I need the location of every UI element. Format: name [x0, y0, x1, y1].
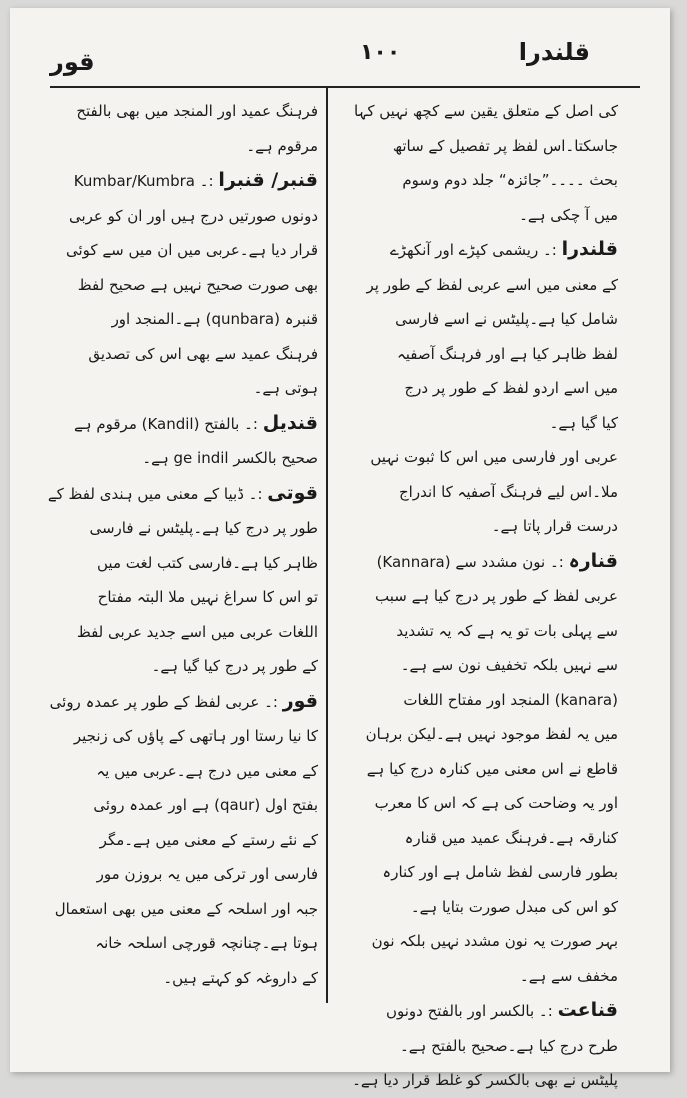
line-text: بہر صورت یہ نون مشدد نہیں بلکہ نون: [371, 932, 618, 950]
line-text: کے داروغہ کو کہتے ہیں۔: [163, 968, 318, 987]
line-text: :۔ بالفتح (Kandil) مرقوم ہے: [73, 414, 258, 433]
text-line: [336, 406, 618, 441]
line-text: فارسی اور ترکی میں یہ بروزن مور: [96, 865, 318, 883]
text-line: [56, 892, 318, 927]
line-text: میں اسے اردو لفظ کے طور پر درج: [404, 379, 618, 397]
text-line: [56, 754, 318, 789]
line-text: بطور فارسی لفظ شامل ہے اور کنارہ: [382, 863, 618, 881]
text-line: [336, 959, 618, 994]
text-line: [336, 337, 618, 372]
text-line: [336, 371, 618, 406]
entry-line: [56, 406, 318, 442]
line-text: جاسکتا۔اس لفظ پر تفصیل کے ساتھ: [392, 136, 618, 155]
text-line: [336, 752, 618, 787]
line-text: کے نئے رستے کے معنی میں ہے۔مگر: [99, 830, 318, 849]
line-text: عربی اور فارسی میں اس کا ثبوت نہیں: [370, 448, 618, 466]
text-line: [336, 855, 618, 890]
line-text: سے نہیں بلکہ تخفیف نون سے ہے۔: [400, 656, 618, 674]
line-text: مخفف سے ہے۔: [519, 966, 618, 985]
line-text: ظاہر کیا ہے۔فارسی کتب لغت میں: [97, 553, 318, 572]
line-text: کے معنی میں درج ہے۔عربی میں یہ: [96, 761, 318, 780]
entry-headword: قنارہ: [568, 549, 618, 572]
header-right-title: قلندرا: [518, 38, 590, 66]
line-text: عربی لفظ کے طور پر درج کیا ہے سبب: [374, 587, 618, 605]
running-header: [50, 32, 640, 92]
text-line: [56, 511, 318, 546]
line-text: شامل کیا ہے۔پلیٹس نے اسے فارسی: [395, 310, 618, 328]
header-left-title: قور: [50, 48, 95, 76]
text-line: [56, 823, 318, 858]
line-text: جبہ اور اسلحہ کے معنی میں بھی استعمال: [54, 899, 318, 918]
entry-headword: قلندرا: [561, 238, 618, 260]
entry-headword: قناعت: [557, 999, 618, 1021]
text-line: [56, 857, 318, 892]
text-line: [336, 475, 618, 510]
text-line: [336, 129, 618, 164]
text-line: [336, 614, 618, 649]
entry-headword: قوتی: [267, 481, 318, 504]
line-text: پلیٹس نے بھی بالکسر کو غلط قرار دیا ہے۔: [352, 1071, 618, 1089]
page-number: ۱۰۰: [360, 40, 401, 65]
line-text: طور پر درج کیا ہے۔پلیٹس نے فارسی: [89, 519, 318, 537]
text-line: [56, 302, 318, 337]
entry-line: [336, 232, 618, 268]
line-text: ملا۔اس لیے فرہنگ آصفیہ کا اندراج: [399, 482, 618, 501]
text-line: [336, 509, 618, 544]
text-line: [336, 786, 618, 821]
line-text: طرح درج کیا ہے۔صحیح بالفتح ہے۔: [399, 1036, 618, 1055]
text-line: [56, 441, 318, 476]
line-text: ہوتی ہے۔: [253, 379, 318, 397]
line-text: مرقوم ہے۔: [246, 136, 318, 155]
book-page: [10, 8, 670, 1089]
text-line: [336, 890, 618, 925]
text-line: [56, 546, 318, 581]
line-text: قنبرہ (qunbara) ہے۔المنجد اور: [111, 310, 318, 328]
text-line: [336, 1029, 618, 1064]
line-text: :۔ ڈبیا کے معنی میں ہندی لفظ کے: [47, 484, 263, 503]
line-text: کیا گیا ہے۔: [549, 413, 618, 432]
line-text: دونوں صورتیں درج ہیں اور ان کو عربی: [68, 206, 318, 225]
line-text: :۔ بالکسر اور بالفتح دونوں: [385, 1002, 553, 1020]
line-text: فرہنگ عمید سے بھی اس کی تصدیق: [88, 344, 318, 363]
line-text: :۔ عربی لفظ کے طور پر عمدہ روئی: [49, 692, 278, 711]
text-line: [56, 233, 318, 268]
column-divider: [326, 88, 328, 1003]
line-text: کے طور پر درج کیا گیا ہے۔: [151, 657, 318, 675]
line-text: کی اصل کے متعلق یقین سے کچھ نہیں کہا: [353, 102, 618, 120]
line-text: میں آ چکی ہے۔: [519, 205, 618, 224]
line-text: :۔ ریشمی کپڑے اور آنکھڑے: [389, 241, 557, 259]
line-text: تو اس کا سراغ نہیں ملا البتہ مفتاح: [97, 588, 318, 606]
line-text: درست قرار پاتا ہے۔: [491, 517, 618, 535]
line-text: صحیح بالکسر ge indil ہے۔: [142, 449, 318, 467]
text-line: [336, 924, 618, 959]
text-line: [336, 579, 618, 614]
text-line: [56, 926, 318, 961]
line-text: سے پہلی بات تو یہ ہے کہ یہ تشدید: [396, 621, 618, 640]
line-text: بھی صورت صحیح نہیں ہے صحیح لفظ: [77, 275, 318, 294]
line-text: کنارقہ ہے۔فرہنگ عمید میں قنارہ: [404, 828, 618, 847]
text-line: [336, 198, 618, 233]
entry-line: [49, 684, 318, 720]
line-text: میں یہ لفظ موجود نہیں ہے۔لیکن برہان: [365, 725, 618, 743]
line-text: فرہنگ عمید اور المنجد میں بھی بالفتح: [76, 102, 318, 120]
line-text: :۔ Kumbar/Kumbra: [73, 172, 214, 190]
line-text: کا نیا رستا اور ہاتھی کے پاؤں کی زنجیر: [73, 727, 318, 745]
text-line: [56, 337, 318, 372]
entry-line: [56, 163, 318, 199]
text-line: [336, 821, 618, 856]
text-line: [336, 94, 618, 129]
left-column: [47, 94, 318, 995]
text-line: [336, 440, 618, 475]
entry-headword: قنبر/ قنبرا: [218, 169, 318, 191]
text-line: [336, 648, 618, 683]
text-line: [56, 371, 318, 406]
line-text: قرار دیا ہے۔عربی میں ان میں سے کوئی: [66, 241, 318, 259]
header-rule: [50, 86, 640, 88]
line-text: کو اس کی مبدل صورت بتایا ہے۔: [410, 897, 618, 916]
entry-line: [47, 476, 318, 512]
line-text: ہوتا ہے۔چنانچہ قورچی اسلحہ خانہ: [95, 934, 318, 952]
text-line: [336, 163, 618, 198]
entry-headword: قندیل: [262, 411, 318, 434]
line-text: (kanara) المنجد اور مفتاح اللغات: [403, 690, 618, 709]
text-line: [336, 683, 618, 718]
text-line: [336, 302, 618, 337]
line-text: :۔ نون مشدد سے (Kannara): [376, 552, 564, 571]
text-line: [56, 719, 318, 754]
text-line: [56, 615, 318, 650]
text-line: [56, 580, 318, 615]
line-text: کے معنی میں اسے عربی لفظ کے طور پر: [366, 275, 618, 294]
line-text: قاطع نے اس معنی میں کنارہ درج کیا ہے: [366, 759, 618, 778]
text-line: [336, 1063, 618, 1098]
text-line: [56, 129, 318, 164]
line-text: اللغات عربی میں اسے جدید عربی لفظ: [76, 622, 318, 641]
text-line: [56, 649, 318, 684]
entry-line: [336, 544, 618, 580]
line-text: اور یہ وضاحت کی ہے کہ اس کا معرب: [374, 794, 618, 812]
entry-headword: قور: [282, 689, 318, 712]
text-line: [336, 268, 618, 303]
text-line: [56, 961, 318, 996]
right-column: [336, 94, 618, 1098]
text-line: [56, 788, 318, 823]
text-line: [336, 717, 618, 752]
text-line: [56, 199, 318, 234]
line-text: بفتح اول (qaur) ہے اور عمدہ روئی: [93, 796, 318, 814]
line-text: بحث ۔۔۔۔”جائزہ“ جلد دوم وسوم: [402, 171, 618, 189]
text-line: [56, 94, 318, 129]
text-line: [56, 268, 318, 303]
line-text: لفظ ظاہر کیا ہے اور فرہنگ آصفیہ: [396, 344, 618, 363]
entry-line: [336, 993, 618, 1029]
